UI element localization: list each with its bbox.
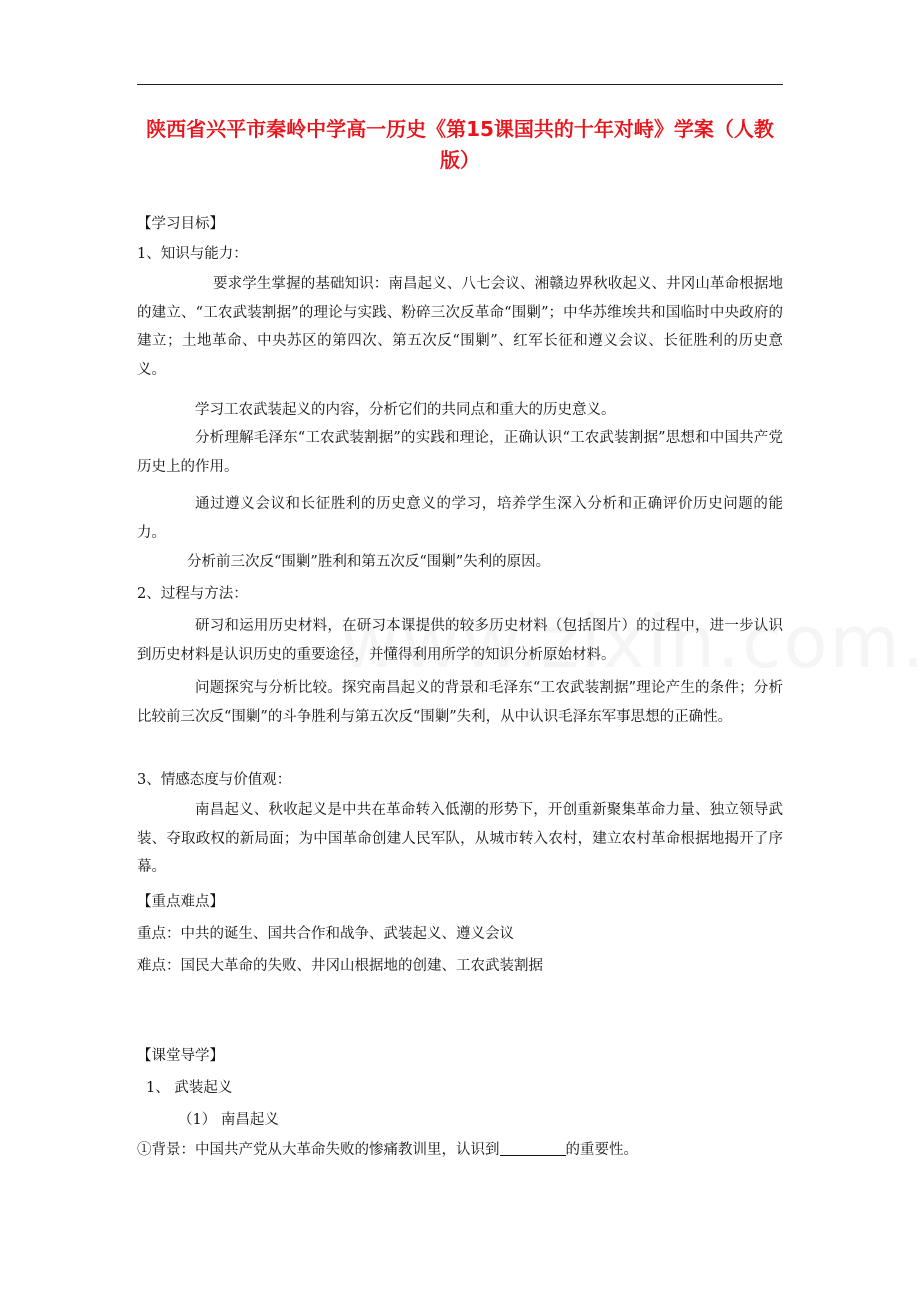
knowledge-para-4: 通过遵义会议和长征胜利的历史意义的学习，培养学生深入分析和正确评价历史问题的能力。 <box>137 496 783 541</box>
knowledge-para-1: 要求学生掌握的基础知识：南昌起义、八七会议、湘赣边界秋收起义、井冈山革命根据地的建立、“工农武装割据”的理论与实践、粉碎三次反革命“围剿”；中华苏维埃共和国临时中央政府的建立；土地革命、中央苏区的第四次、第五次反“围剿”、红军长征和遵义会议、长征胜利的历史意义。 <box>137 276 783 378</box>
document-title: 陕西省兴平市秦岭中学高一历史《第15课国共的十年对峙》学案（人教版） <box>146 117 774 172</box>
knowledge-para-3: 分析理解毛泽东“工农武装割据”的实践和理论，正确认识“工农武装割据”思想和中国共产党历史上的作用。 <box>137 430 783 475</box>
keypoints-heading: 【重点难点】 <box>137 894 224 910</box>
guide-question-1 <box>137 1140 638 1160</box>
guide-heading: 【课堂导学】 <box>137 1048 224 1064</box>
process-para-1: 研习和运用历史材料，在研习本课提供的较多历史材料（包括图片）的过程中，进一步认识到历史材料是认识历史的重要途径，并懂得利用所学的知识分析原始材料。 <box>137 618 783 663</box>
guide-question-1-prefix: ①背景：中国共产党从大革命失败的惨痛教训里，认识到 <box>137 1142 500 1158</box>
process-heading: 2、过程与方法： <box>137 586 248 602</box>
objectives-heading: 【学习目标】 <box>137 216 224 232</box>
guide-question-1-suffix: 的重要性。 <box>565 1142 638 1158</box>
knowledge-para-2: 学习工农武装起义的内容，分析它们的共同点和重大的历史意义。 <box>195 402 616 418</box>
knowledge-heading: 1、知识与能力： <box>137 246 248 262</box>
guide-item-1: 1、 武装起义 <box>146 1080 233 1096</box>
values-heading: 3、情感态度与价值观： <box>137 772 292 788</box>
values-para-1: 南昌起义、秋收起义是中共在革命转入低潮的形势下，开创重新聚集革命力量、独立领导武装、夺取政权的新局面；为中国革命创建人民军队，从城市转入农村，建立农村革命根据地揭开了序幕。 <box>137 802 783 875</box>
difficult-points-line: 难点：国民大革命的失败、井冈山根据地的创建、工农武装割据 <box>137 958 543 974</box>
fill-in-blank[interactable] <box>500 1141 566 1156</box>
guide-sub-1: （1） 南昌起义 <box>178 1112 279 1128</box>
key-points-line: 重点：中共的诞生、国共合作和战争、武装起义、遵义会议 <box>137 926 514 942</box>
header-rule <box>137 84 783 85</box>
knowledge-para-5: 分析前三次反“围剿”胜利和第五次反“围剿”失利的原因。 <box>187 554 551 570</box>
process-para-2: 问题探究与分析比较。探究南昌起义的背景和毛泽东“工农武装割据”理论产生的条件；分析比较前三次反“围剿”的斗争胜利与第五次反“围剿”失利，从中认识毛泽东军事思想的正确性。 <box>137 680 783 725</box>
